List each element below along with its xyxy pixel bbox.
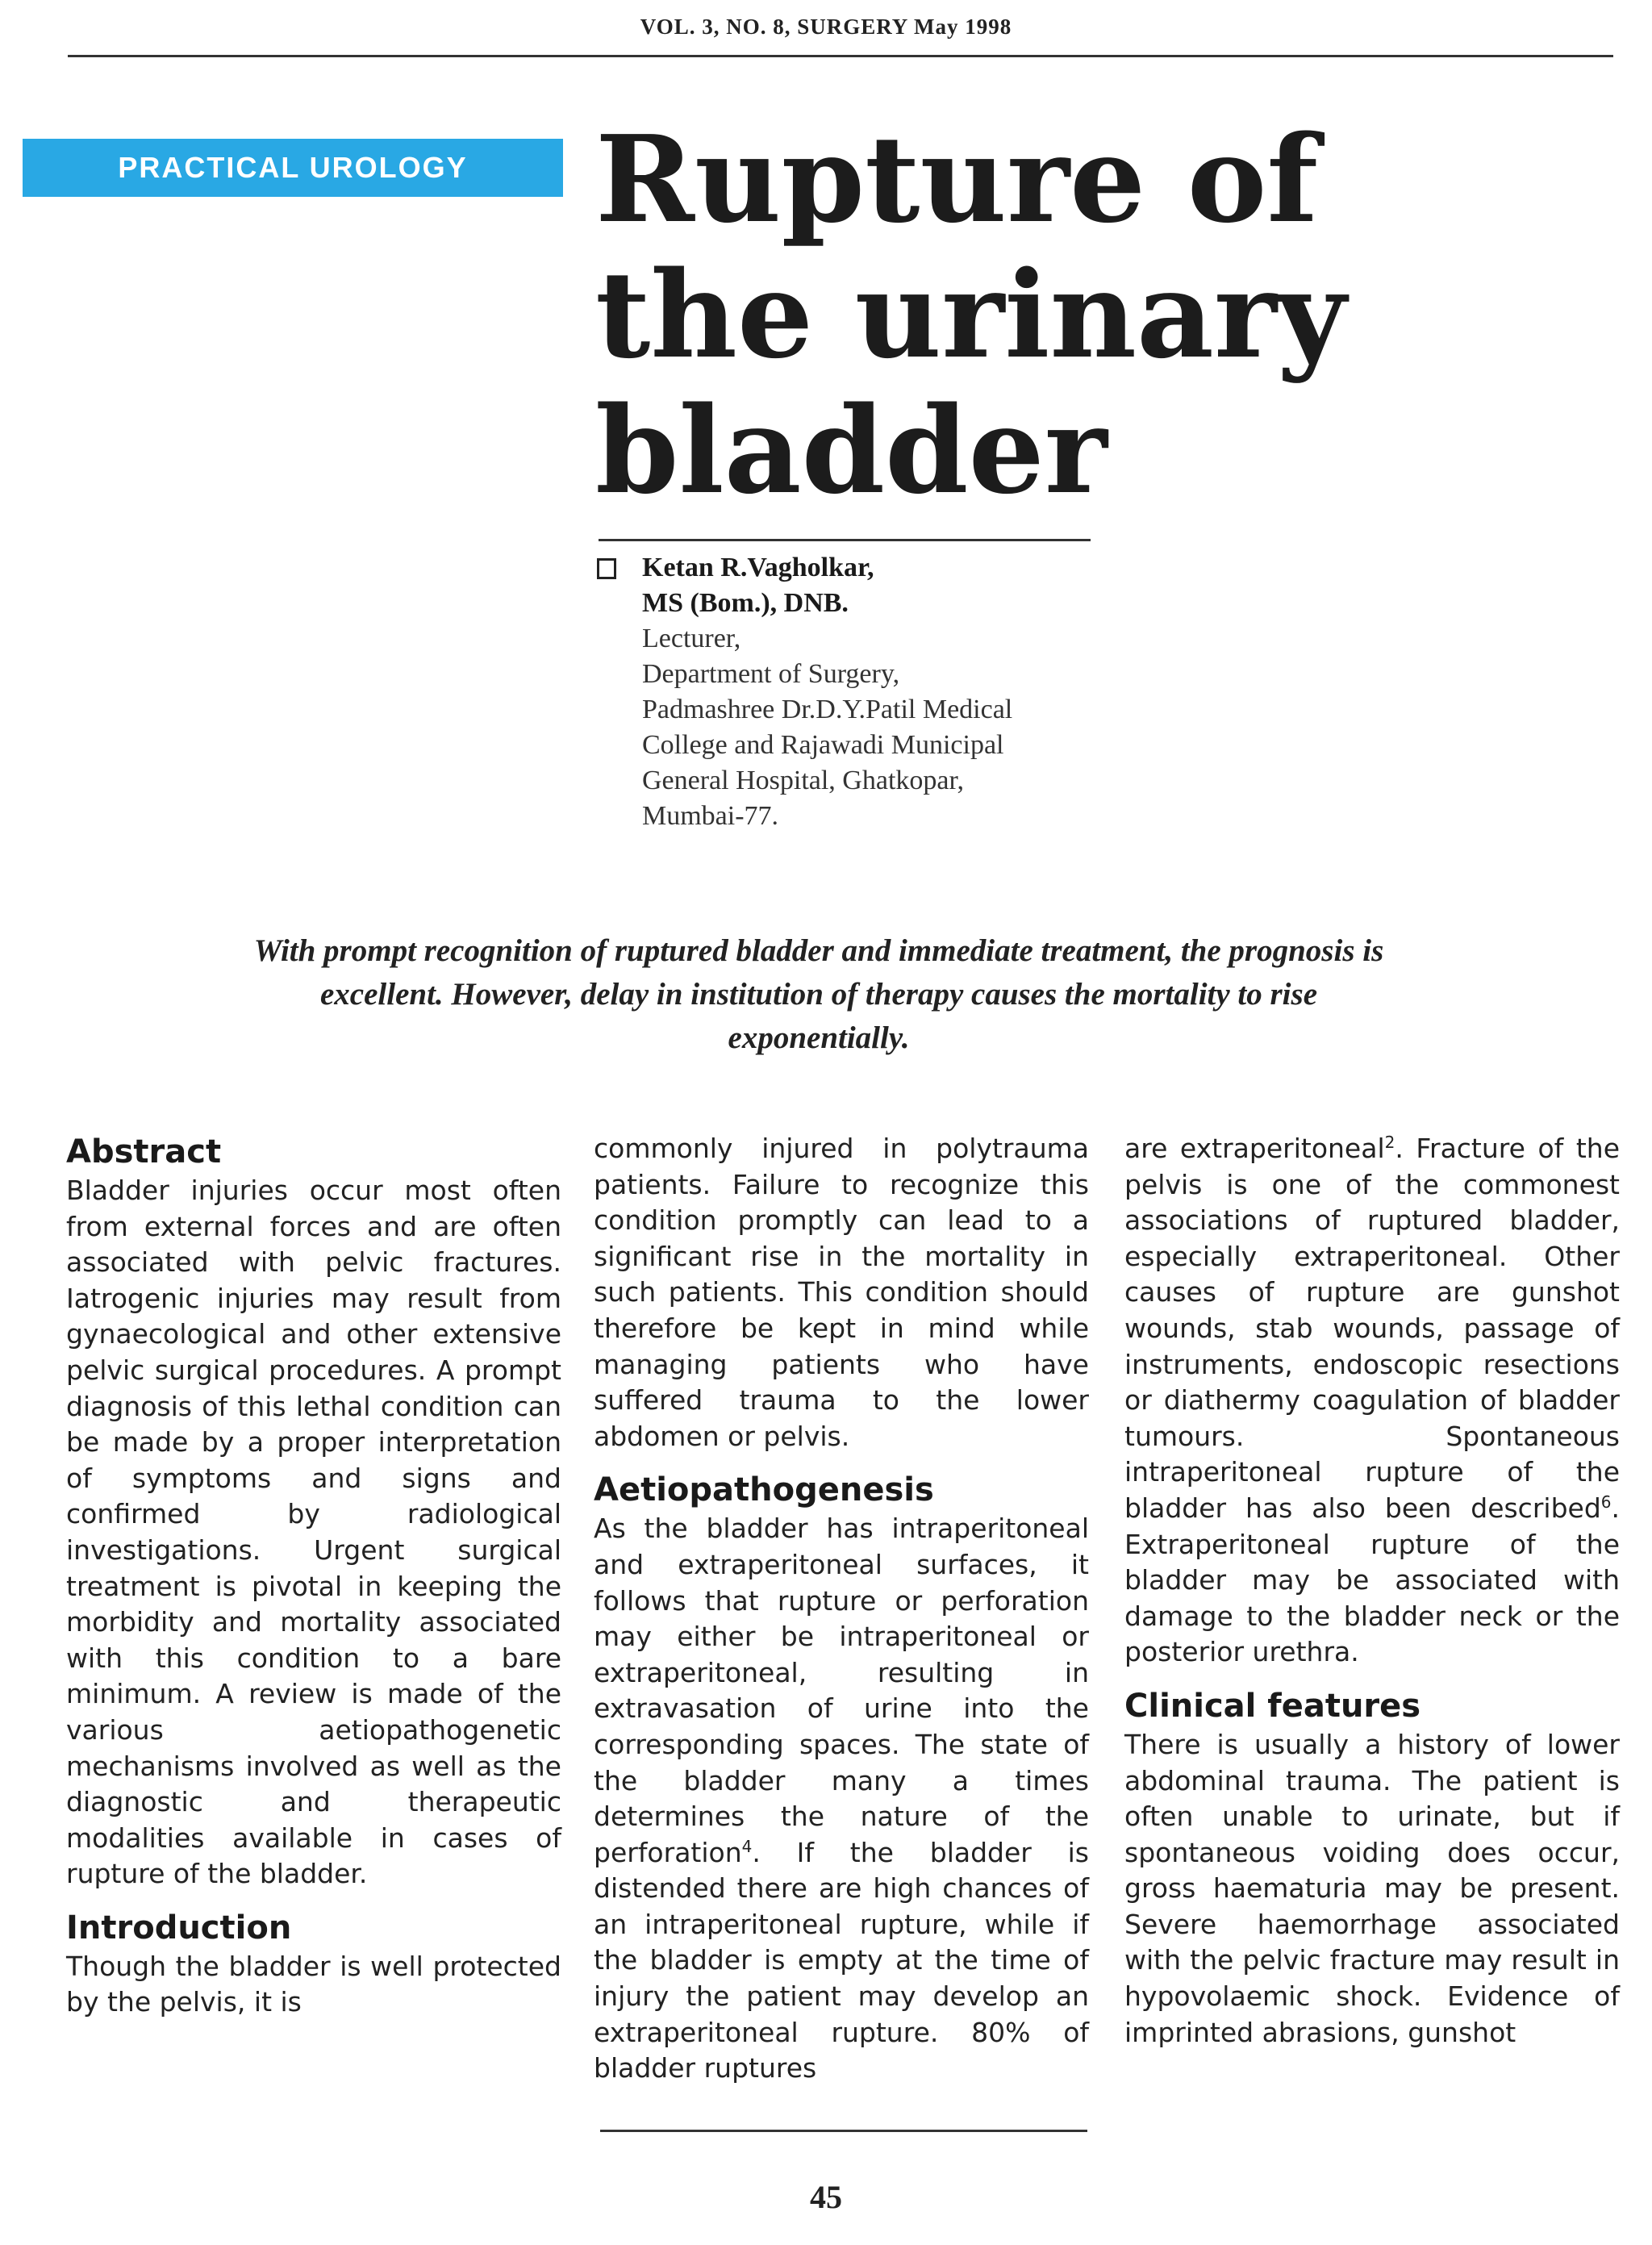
- page-number: 45: [810, 2179, 842, 2215]
- aetiopathogenesis-text-continued: [1124, 1131, 1620, 1671]
- body-text: . Fracture of the pelvis is one of the commonest associations of ruptured bladder, especially extraperitoneal. Other causes of rupture are gunshot wounds, stab wounds, passage of instruments, endoscopic resections or diathermy coagulation of bladder tumours. Spontaneous intraperitoneal rupture of the bladder has also been described: [1124, 1133, 1621, 1524]
- citation-ref: 4: [741, 1836, 753, 1856]
- column-3: [1124, 1131, 1620, 2051]
- abstract-heading: Abstract: [66, 1133, 222, 1170]
- title-line-3: bladder: [595, 380, 1108, 520]
- article-title: [595, 111, 1563, 518]
- running-head: VOL. 3, NO. 8, SURGERY May 1998: [640, 15, 1012, 39]
- affiliation-line: Padmashree Dr.D.Y.Patil Medical: [642, 695, 1013, 724]
- title-line-2: the urinary: [595, 244, 1346, 385]
- affiliation-line: General Hospital, Ghatkopar,: [642, 766, 964, 795]
- citation-ref: 6: [1600, 1492, 1612, 1512]
- footer-divider: [600, 2130, 1087, 2132]
- byline-divider: [599, 539, 1091, 541]
- clinical-features-heading: Clinical features: [1124, 1687, 1421, 1725]
- title-line-1: Rupture of: [595, 109, 1319, 249]
- introduction-text-continued: commonly injured in polytrauma patients. Failure to recognize this condition promptly can lead to a significant rise in the mortality in such patients. This condition should therefore be kept in mind while managing patients who have suffered trauma to the lower abdomen or pelvis.: [594, 1133, 1089, 1452]
- body-text: As the bladder has intraperitoneal and extraperitoneal surfaces, it follows that rupture or perforation may either be intraperitoneal or extraperitoneal, resulting in extravasation of urine into the corresponding spaces. The state of the bladder many a times determines the nature of the perforation: [594, 1513, 1089, 1868]
- section-tag: PRACTICAL UROLOGY: [23, 139, 563, 197]
- header-divider: [68, 55, 1613, 57]
- pull-quote: With prompt recognition of ruptured bladder and immediate treatment, the prognosis is excellent. However, delay in institution of therapy causes the mortality to rise exponentially.: [253, 933, 1384, 1055]
- square-bullet-icon: [597, 558, 616, 579]
- affiliation-line: College and Rajawadi Municipal: [642, 730, 1004, 760]
- aetiopathogenesis-text: [594, 1511, 1089, 2087]
- abstract-text: Bladder injuries occur most often from external forces and are often associated with pelvic fractures. Iatrogenic injuries may result from gynaecological and other extensive pelvic surgical procedures. A prompt diagnosis of this lethal condition can be made by a proper interpretation of symptoms and signs and confirmed by radiological investigations. Urgent surgical treatment is pivotal in keeping the morbidity and mortality associated with this condition to a bare minimum. A review is made of the various aetiopathogenetic mechanisms involved as well as the diagnostic and therapeutic modalities available in cases of rupture of the bladder.: [66, 1175, 561, 1890]
- body-text: . Extraperitoneal rupture of the bladder may be associated with damage to the bladder neck or the posterior urethra.: [1124, 1492, 1620, 1668]
- affiliation-line: Lecturer,: [642, 624, 741, 653]
- introduction-heading: Introduction: [66, 1909, 292, 1947]
- body-text: are extraperitoneal: [1124, 1133, 1385, 1164]
- column-1: [66, 1131, 561, 2021]
- aetiopathogenesis-heading: Aetiopathogenesis: [594, 1471, 934, 1509]
- affiliation-line: Mumbai-77.: [642, 801, 779, 831]
- introduction-text-start: Though the bladder is well protected by the pelvis, it is: [66, 1950, 561, 2018]
- column-2: [594, 1131, 1089, 2087]
- author-degree: MS (Bom.), DNB.: [642, 588, 849, 618]
- body-text: . If the bladder is distended there are high chances of an intraperitoneal rupture, while if the bladder is empty at the time of injury the patient may develop an extraperitoneal rupture. 80% of bladder ruptures: [594, 1836, 1089, 2084]
- citation-ref: 2: [1384, 1133, 1395, 1152]
- byline: [597, 550, 1113, 834]
- author-name: Ketan R.Vagholkar,: [642, 553, 874, 582]
- affiliation-line: Department of Surgery,: [642, 659, 900, 689]
- clinical-features-text: There is usually a history of lower abdominal trauma. The patient is often unable to urinate, but if spontaneous voiding does occur, gross haematuria may be present. Severe haemorrhage associated with the pelvic fracture may result in hypovolaemic shock. Evidence of imprinted abrasions, gunshot: [1124, 1728, 1620, 2048]
